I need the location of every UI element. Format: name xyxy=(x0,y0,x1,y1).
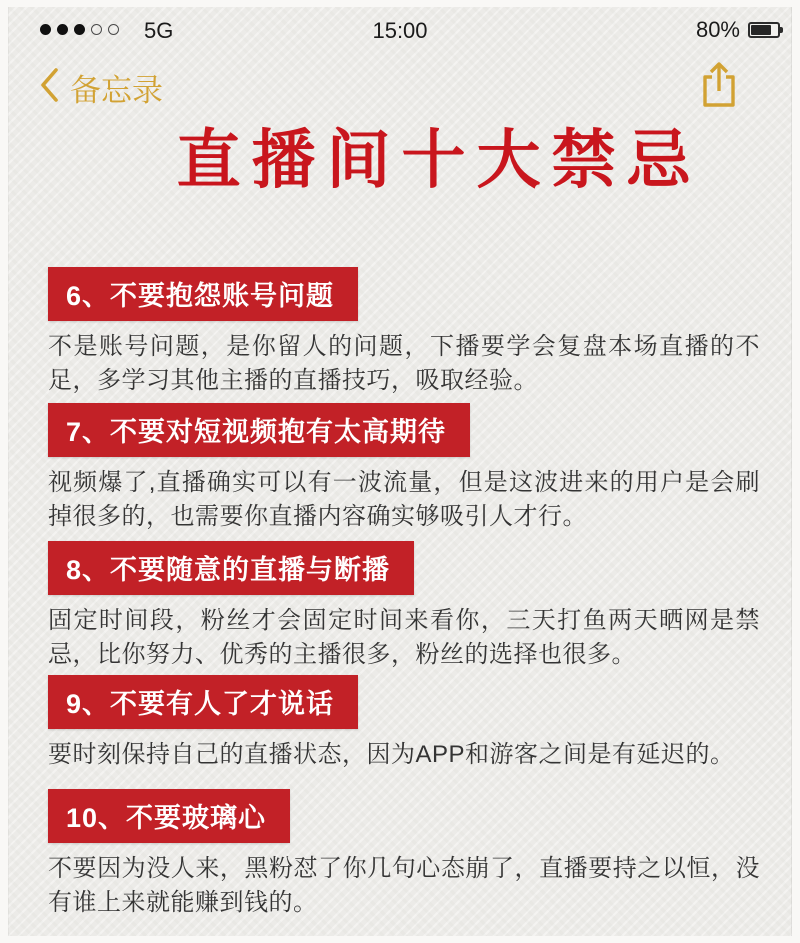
back-button[interactable] xyxy=(38,65,163,110)
network-type-label: 5G xyxy=(144,18,174,43)
battery-percent-label: 80% xyxy=(695,17,740,42)
note-paper-background xyxy=(8,7,792,936)
share-button[interactable] xyxy=(698,61,740,114)
section-heading-banner xyxy=(48,675,358,729)
section-body: 视频爆了,直播确实可以有一波流量，但是这波进来的用户是会刷掉很多的，也需要你直播内容确实够吸引人才行。 xyxy=(48,469,760,530)
section-body: 不是账号问题，是你留人的问题，下播要学会复盘本场直播的不足，多学习其他主播的直播技巧，吸取经验。 xyxy=(48,333,760,394)
section-heading-banner xyxy=(48,267,358,321)
section-body: 固定时间段，粉丝才会固定时间来看你，三天打鱼两天晒网是禁忌，比你努力、优秀的主播很多，粉丝的选择也很多。 xyxy=(48,607,760,668)
section-heading: 10、不要玻璃心 xyxy=(66,803,267,833)
note-section xyxy=(48,267,760,398)
note-section xyxy=(48,675,760,772)
section-body: 要时刻保持自己的直播状态，因为APP和游客之间是有延迟的。 xyxy=(48,741,735,768)
section-heading: 8、不要随意的直播与断播 xyxy=(66,555,391,585)
note-section xyxy=(48,789,760,920)
chevron-left-icon xyxy=(38,67,60,108)
battery-fill xyxy=(751,25,771,35)
nav-bar xyxy=(8,59,792,111)
page-title: 直播间十大禁忌 xyxy=(176,124,702,196)
section-heading-banner xyxy=(48,789,290,843)
section-body: 不要因为没人来，黑粉怼了你几句心态崩了，直播要持之以恒，没有谁上来就能赚到钱的。 xyxy=(48,855,760,916)
section-heading: 9、不要有人了才说话 xyxy=(66,689,335,719)
status-bar xyxy=(8,15,792,45)
status-time: 15:00 xyxy=(372,18,428,43)
back-button-label: 备忘录 xyxy=(70,73,163,108)
section-heading: 7、不要对短视频抱有太高期待 xyxy=(66,417,447,447)
battery-icon xyxy=(748,22,780,38)
section-heading-banner xyxy=(48,403,470,457)
section-heading-banner xyxy=(48,541,414,595)
battery-status xyxy=(696,17,780,43)
note-section xyxy=(48,541,760,672)
note-section xyxy=(48,403,760,534)
section-heading: 6、不要抱怨账号问题 xyxy=(66,281,335,311)
